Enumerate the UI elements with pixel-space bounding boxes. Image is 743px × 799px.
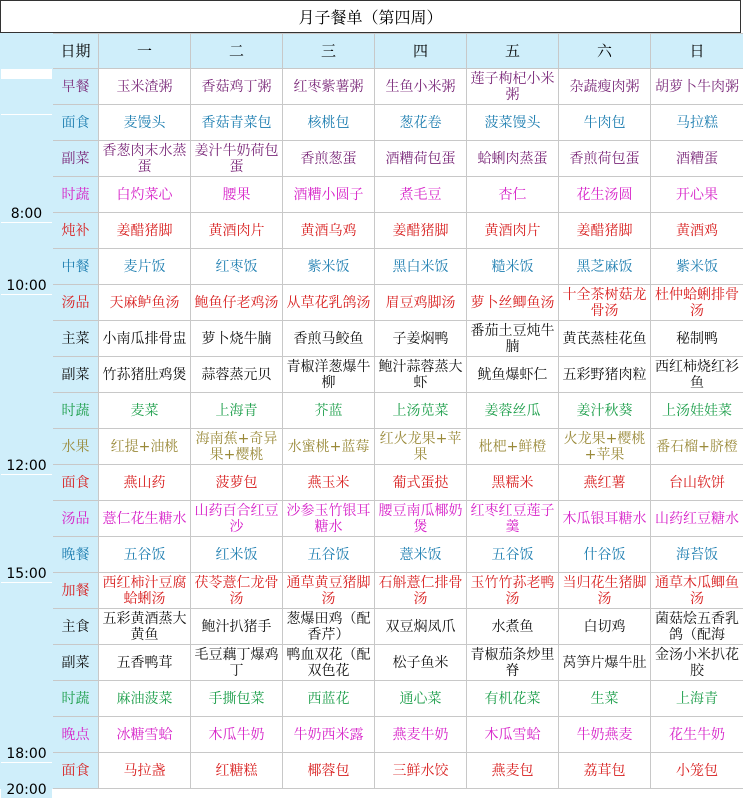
menu-cell: 红枣紫薯粥 xyxy=(283,69,375,105)
menu-cell: 通心菜 xyxy=(375,681,467,717)
menu-cell: 莴笋片爆牛肚 xyxy=(559,645,651,681)
menu-cell: 上汤娃娃菜 xyxy=(651,393,743,429)
menu-cell: 金汤小米扒花胶 xyxy=(651,645,743,681)
menu-cell: 糙米饭 xyxy=(467,249,559,285)
menu-cell: 鸭血双花（配双色花 xyxy=(283,645,375,681)
menu-cell: 十全茶树菇龙骨汤 xyxy=(559,285,651,321)
date-label: 日期 xyxy=(53,34,99,69)
menu-cell: 台山软饼 xyxy=(651,465,743,501)
menu-cell: 薏米饭 xyxy=(375,537,467,573)
menu-cell: 红枣饭 xyxy=(191,249,283,285)
table-row xyxy=(1,573,743,609)
table-row xyxy=(1,501,743,537)
menu-cell: 木瓜银耳糖水 xyxy=(559,501,651,537)
meal-category: 时蔬 xyxy=(53,393,99,429)
meal-category: 副菜 xyxy=(53,141,99,177)
menu-cell: 生菜 xyxy=(559,681,651,717)
menu-cell: 上海青 xyxy=(651,681,743,717)
table-row xyxy=(1,213,743,249)
menu-cell: 燕麦牛奶 xyxy=(375,717,467,753)
menu-cell: 番石榴+脐橙 xyxy=(651,429,743,465)
menu-cell: 黄芪蒸桂花鱼 xyxy=(559,321,651,357)
menu-cell: 姜醋猪脚 xyxy=(99,213,191,249)
menu-cell: 麻油菠菜 xyxy=(99,681,191,717)
table-row xyxy=(1,105,743,141)
menu-cell: 鲍汁蒜蓉蒸大虾 xyxy=(375,357,467,393)
meal-category: 面食 xyxy=(53,753,99,789)
menu-cell: 白灼菜心 xyxy=(99,177,191,213)
menu-cell: 葡式蛋挞 xyxy=(375,465,467,501)
menu-cell: 麦片饭 xyxy=(99,249,191,285)
menu-cell: 黄酒乌鸡 xyxy=(283,213,375,249)
time-label: 18:00 xyxy=(1,583,53,763)
day-header: 五 xyxy=(467,34,559,69)
menu-cell: 小笼包 xyxy=(651,753,743,789)
menu-cell: 鱿鱼爆虾仁 xyxy=(467,357,559,393)
menu-cell: 白切鸡 xyxy=(559,609,651,645)
menu-cell: 薏仁花生糖水 xyxy=(99,501,191,537)
menu-cell: 酒糟荷包蛋 xyxy=(375,141,467,177)
time-column-header xyxy=(1,34,53,69)
menu-cell: 黑白米饭 xyxy=(375,249,467,285)
menu-cell: 西蓝花 xyxy=(283,681,375,717)
day-header: 六 xyxy=(559,34,651,69)
day-header: 四 xyxy=(375,34,467,69)
table-row xyxy=(1,321,743,357)
menu-cell: 萝卜丝鲫鱼汤 xyxy=(467,285,559,321)
meal-category: 水果 xyxy=(53,429,99,465)
table-row xyxy=(1,393,743,429)
menu-cell: 紫米饭 xyxy=(651,249,743,285)
menu-cell: 火龙果+樱桃+苹果 xyxy=(559,429,651,465)
table-row xyxy=(1,285,743,321)
meal-category: 汤品 xyxy=(53,501,99,537)
table-row xyxy=(1,465,743,501)
menu-cell: 眉豆鸡脚汤 xyxy=(375,285,467,321)
menu-cell: 芥蓝 xyxy=(283,393,375,429)
menu-cell: 山药百合红豆沙 xyxy=(191,501,283,537)
meal-category: 中餐 xyxy=(53,249,99,285)
menu-cell: 什谷饭 xyxy=(559,537,651,573)
menu-cell: 海苔饭 xyxy=(651,537,743,573)
menu-cell: 生鱼小米粥 xyxy=(375,69,467,105)
menu-cell: 煮毛豆 xyxy=(375,177,467,213)
time-label: 12:00 xyxy=(1,295,53,475)
meal-category: 副菜 xyxy=(53,645,99,681)
menu-cell: 红米饭 xyxy=(191,537,283,573)
menu-cell: 玉米渣粥 xyxy=(99,69,191,105)
menu-cell: 牛肉包 xyxy=(559,105,651,141)
menu-cell: 红枣红豆莲子羹 xyxy=(467,501,559,537)
day-header: 二 xyxy=(191,34,283,69)
menu-cell: 西红柿汁豆腐蛤蜊汤 xyxy=(99,573,191,609)
menu-cell: 紫米饭 xyxy=(283,249,375,285)
menu-cell: 五彩黄酒蒸大黄鱼 xyxy=(99,609,191,645)
menu-cell: 马拉盏 xyxy=(99,753,191,789)
menu-cell: 腰豆南瓜椰奶煲 xyxy=(375,501,467,537)
table-row xyxy=(1,429,743,465)
menu-cell: 水煮鱼 xyxy=(467,609,559,645)
menu-cell: 上海青 xyxy=(191,393,283,429)
menu-cell: 小南瓜排骨盅 xyxy=(99,321,191,357)
table-row xyxy=(1,177,743,213)
menu-cell: 青椒茄条炒里脊 xyxy=(467,645,559,681)
meal-category: 面食 xyxy=(53,465,99,501)
menu-cell: 秘制鸭 xyxy=(651,321,743,357)
menu-cell: 子姜焖鸭 xyxy=(375,321,467,357)
menu-cell: 当归花生猪脚汤 xyxy=(559,573,651,609)
page-title: 月子餐单（第四周） xyxy=(0,0,741,33)
menu-cell: 黄酒肉片 xyxy=(191,213,283,249)
menu-cell: 香菇青菜包 xyxy=(191,105,283,141)
menu-cell: 香葱肉末水蒸蛋 xyxy=(99,141,191,177)
menu-cell: 萝卜烧牛腩 xyxy=(191,321,283,357)
menu-cell: 花生汤圆 xyxy=(559,177,651,213)
table-row xyxy=(1,537,743,573)
menu-cell: 菠萝包 xyxy=(191,465,283,501)
menu-cell: 胡萝卜牛肉粥 xyxy=(651,69,743,105)
menu-cell: 鲍汁扒猪手 xyxy=(191,609,283,645)
menu-cell: 杂蔬瘦肉粥 xyxy=(559,69,651,105)
menu-cell: 腰果 xyxy=(191,177,283,213)
menu-cell: 上汤苋菜 xyxy=(375,393,467,429)
menu-cell: 冰糖雪蛤 xyxy=(99,717,191,753)
meal-category: 晚餐 xyxy=(53,537,99,573)
menu-cell: 西红柿烧红衫鱼 xyxy=(651,357,743,393)
menu-cell: 茯苓薏仁龙骨汤 xyxy=(191,573,283,609)
menu-cell: 水蜜桃+蓝莓 xyxy=(283,429,375,465)
meal-table xyxy=(0,33,743,789)
day-header: 日 xyxy=(651,34,743,69)
menu-cell: 通草木瓜鲫鱼汤 xyxy=(651,573,743,609)
menu-cell: 五谷饭 xyxy=(283,537,375,573)
table-row xyxy=(1,249,743,285)
menu-cell: 枇杷+鲜橙 xyxy=(467,429,559,465)
menu-cell: 姜醋猪脚 xyxy=(375,213,467,249)
menu-cell: 青椒洋葱爆牛柳 xyxy=(283,357,375,393)
menu-cell: 核桃包 xyxy=(283,105,375,141)
menu-cell: 花生牛奶 xyxy=(651,717,743,753)
menu-cell: 姜蓉丝瓜 xyxy=(467,393,559,429)
menu-cell: 杏仁 xyxy=(467,177,559,213)
menu-cell: 毛豆藕丁爆鸡丁 xyxy=(191,645,283,681)
menu-cell: 香煎马鲛鱼 xyxy=(283,321,375,357)
menu-cell: 木瓜牛奶 xyxy=(191,717,283,753)
time-label: 10:00 xyxy=(1,223,53,295)
meal-category: 主食 xyxy=(53,609,99,645)
menu-cell: 牛奶西米露 xyxy=(283,717,375,753)
table-row xyxy=(1,357,743,393)
menu-cell: 蒜蓉蒸元贝 xyxy=(191,357,283,393)
table-row xyxy=(1,609,743,645)
menu-cell: 石斛薏仁排骨汤 xyxy=(375,573,467,609)
meal-category: 早餐 xyxy=(53,69,99,105)
time-label: 15:00 xyxy=(1,475,53,583)
menu-cell: 蛤蜊肉蒸蛋 xyxy=(467,141,559,177)
meal-category: 面食 xyxy=(53,105,99,141)
menu-cell: 山药红豆糖水 xyxy=(651,501,743,537)
menu-cell: 开心果 xyxy=(651,177,743,213)
menu-cell: 鲍鱼仔老鸡汤 xyxy=(191,285,283,321)
menu-cell: 红提+油桃 xyxy=(99,429,191,465)
meal-category: 时蔬 xyxy=(53,177,99,213)
time-label: 20:00 xyxy=(1,763,53,799)
menu-cell: 酒糟蛋 xyxy=(651,141,743,177)
menu-cell: 菠菜馒头 xyxy=(467,105,559,141)
meal-category: 主菜 xyxy=(53,321,99,357)
time-label: 8:00 xyxy=(1,115,53,223)
menu-cell: 五彩野猪肉粒 xyxy=(559,357,651,393)
menu-cell: 燕红薯 xyxy=(559,465,651,501)
menu-cell: 杜仲蛤蜊排骨汤 xyxy=(651,285,743,321)
menu-cell: 五香鸭茸 xyxy=(99,645,191,681)
menu-cell: 黄酒肉片 xyxy=(467,213,559,249)
table-row xyxy=(1,717,743,753)
menu-cell: 从草花乳鸽汤 xyxy=(283,285,375,321)
meal-category: 汤品 xyxy=(53,285,99,321)
menu-cell: 五谷饭 xyxy=(99,537,191,573)
header-row xyxy=(1,34,743,69)
menu-cell: 木瓜雪蛤 xyxy=(467,717,559,753)
meal-category: 时蔬 xyxy=(53,681,99,717)
menu-cell: 马拉糕 xyxy=(651,105,743,141)
table-row xyxy=(1,645,743,681)
menu-cell: 燕山药 xyxy=(99,465,191,501)
menu-cell: 通草黄豆猪脚汤 xyxy=(283,573,375,609)
menu-cell: 双豆焖凤爪 xyxy=(375,609,467,645)
menu-cell: 香煎葱蛋 xyxy=(283,141,375,177)
day-header: 三 xyxy=(283,34,375,69)
menu-cell: 番茄土豆炖牛腩 xyxy=(467,321,559,357)
menu-cell: 菌菇烩五香乳鸽（配海 xyxy=(651,609,743,645)
menu-cell: 莲子枸杞小米粥 xyxy=(467,69,559,105)
menu-cell: 天麻鲈鱼汤 xyxy=(99,285,191,321)
menu-cell: 姜汁牛奶荷包蛋 xyxy=(191,141,283,177)
menu-cell: 红糖糕 xyxy=(191,753,283,789)
menu-cell: 燕麦包 xyxy=(467,753,559,789)
menu-cell: 有机花菜 xyxy=(467,681,559,717)
menu-cell: 香菇鸡丁粥 xyxy=(191,69,283,105)
menu-cell: 三鲜水饺 xyxy=(375,753,467,789)
menu-cell: 牛奶燕麦 xyxy=(559,717,651,753)
menu-cell: 香煎荷包蛋 xyxy=(559,141,651,177)
menu-cell: 海南蕉+奇异果+樱桃 xyxy=(191,429,283,465)
menu-cell: 松子鱼米 xyxy=(375,645,467,681)
table-row xyxy=(1,69,743,105)
meal-category: 晚点 xyxy=(53,717,99,753)
menu-cell: 椰蓉包 xyxy=(283,753,375,789)
menu-cell: 黄酒鸡 xyxy=(651,213,743,249)
menu-cell: 竹荪猪肚鸡煲 xyxy=(99,357,191,393)
menu-cell: 沙参玉竹银耳糖水 xyxy=(283,501,375,537)
meal-category: 副菜 xyxy=(53,357,99,393)
menu-cell: 手撕包菜 xyxy=(191,681,283,717)
menu-cell: 荔茸包 xyxy=(559,753,651,789)
menu-cell: 葱爆田鸡（配香芹） xyxy=(283,609,375,645)
menu-cell: 燕玉米 xyxy=(283,465,375,501)
menu-cell: 麦菜 xyxy=(99,393,191,429)
menu-cell: 红火龙果+苹果 xyxy=(375,429,467,465)
menu-cell: 五谷饭 xyxy=(467,537,559,573)
day-header: 一 xyxy=(99,34,191,69)
meal-category: 炖补 xyxy=(53,213,99,249)
menu-cell: 黑糯米 xyxy=(467,465,559,501)
table-row xyxy=(1,681,743,717)
time-label xyxy=(1,79,53,115)
menu-cell: 玉竹竹荪老鸭汤 xyxy=(467,573,559,609)
table-row xyxy=(1,753,743,789)
menu-cell: 葱花卷 xyxy=(375,105,467,141)
menu-cell: 姜醋猪脚 xyxy=(559,213,651,249)
meal-category: 加餐 xyxy=(53,573,99,609)
menu-cell: 黑芝麻饭 xyxy=(559,249,651,285)
table-row xyxy=(1,141,743,177)
menu-cell: 麦馒头 xyxy=(99,105,191,141)
menu-cell: 酒糟小圆子 xyxy=(283,177,375,213)
menu-cell: 姜汁秋葵 xyxy=(559,393,651,429)
